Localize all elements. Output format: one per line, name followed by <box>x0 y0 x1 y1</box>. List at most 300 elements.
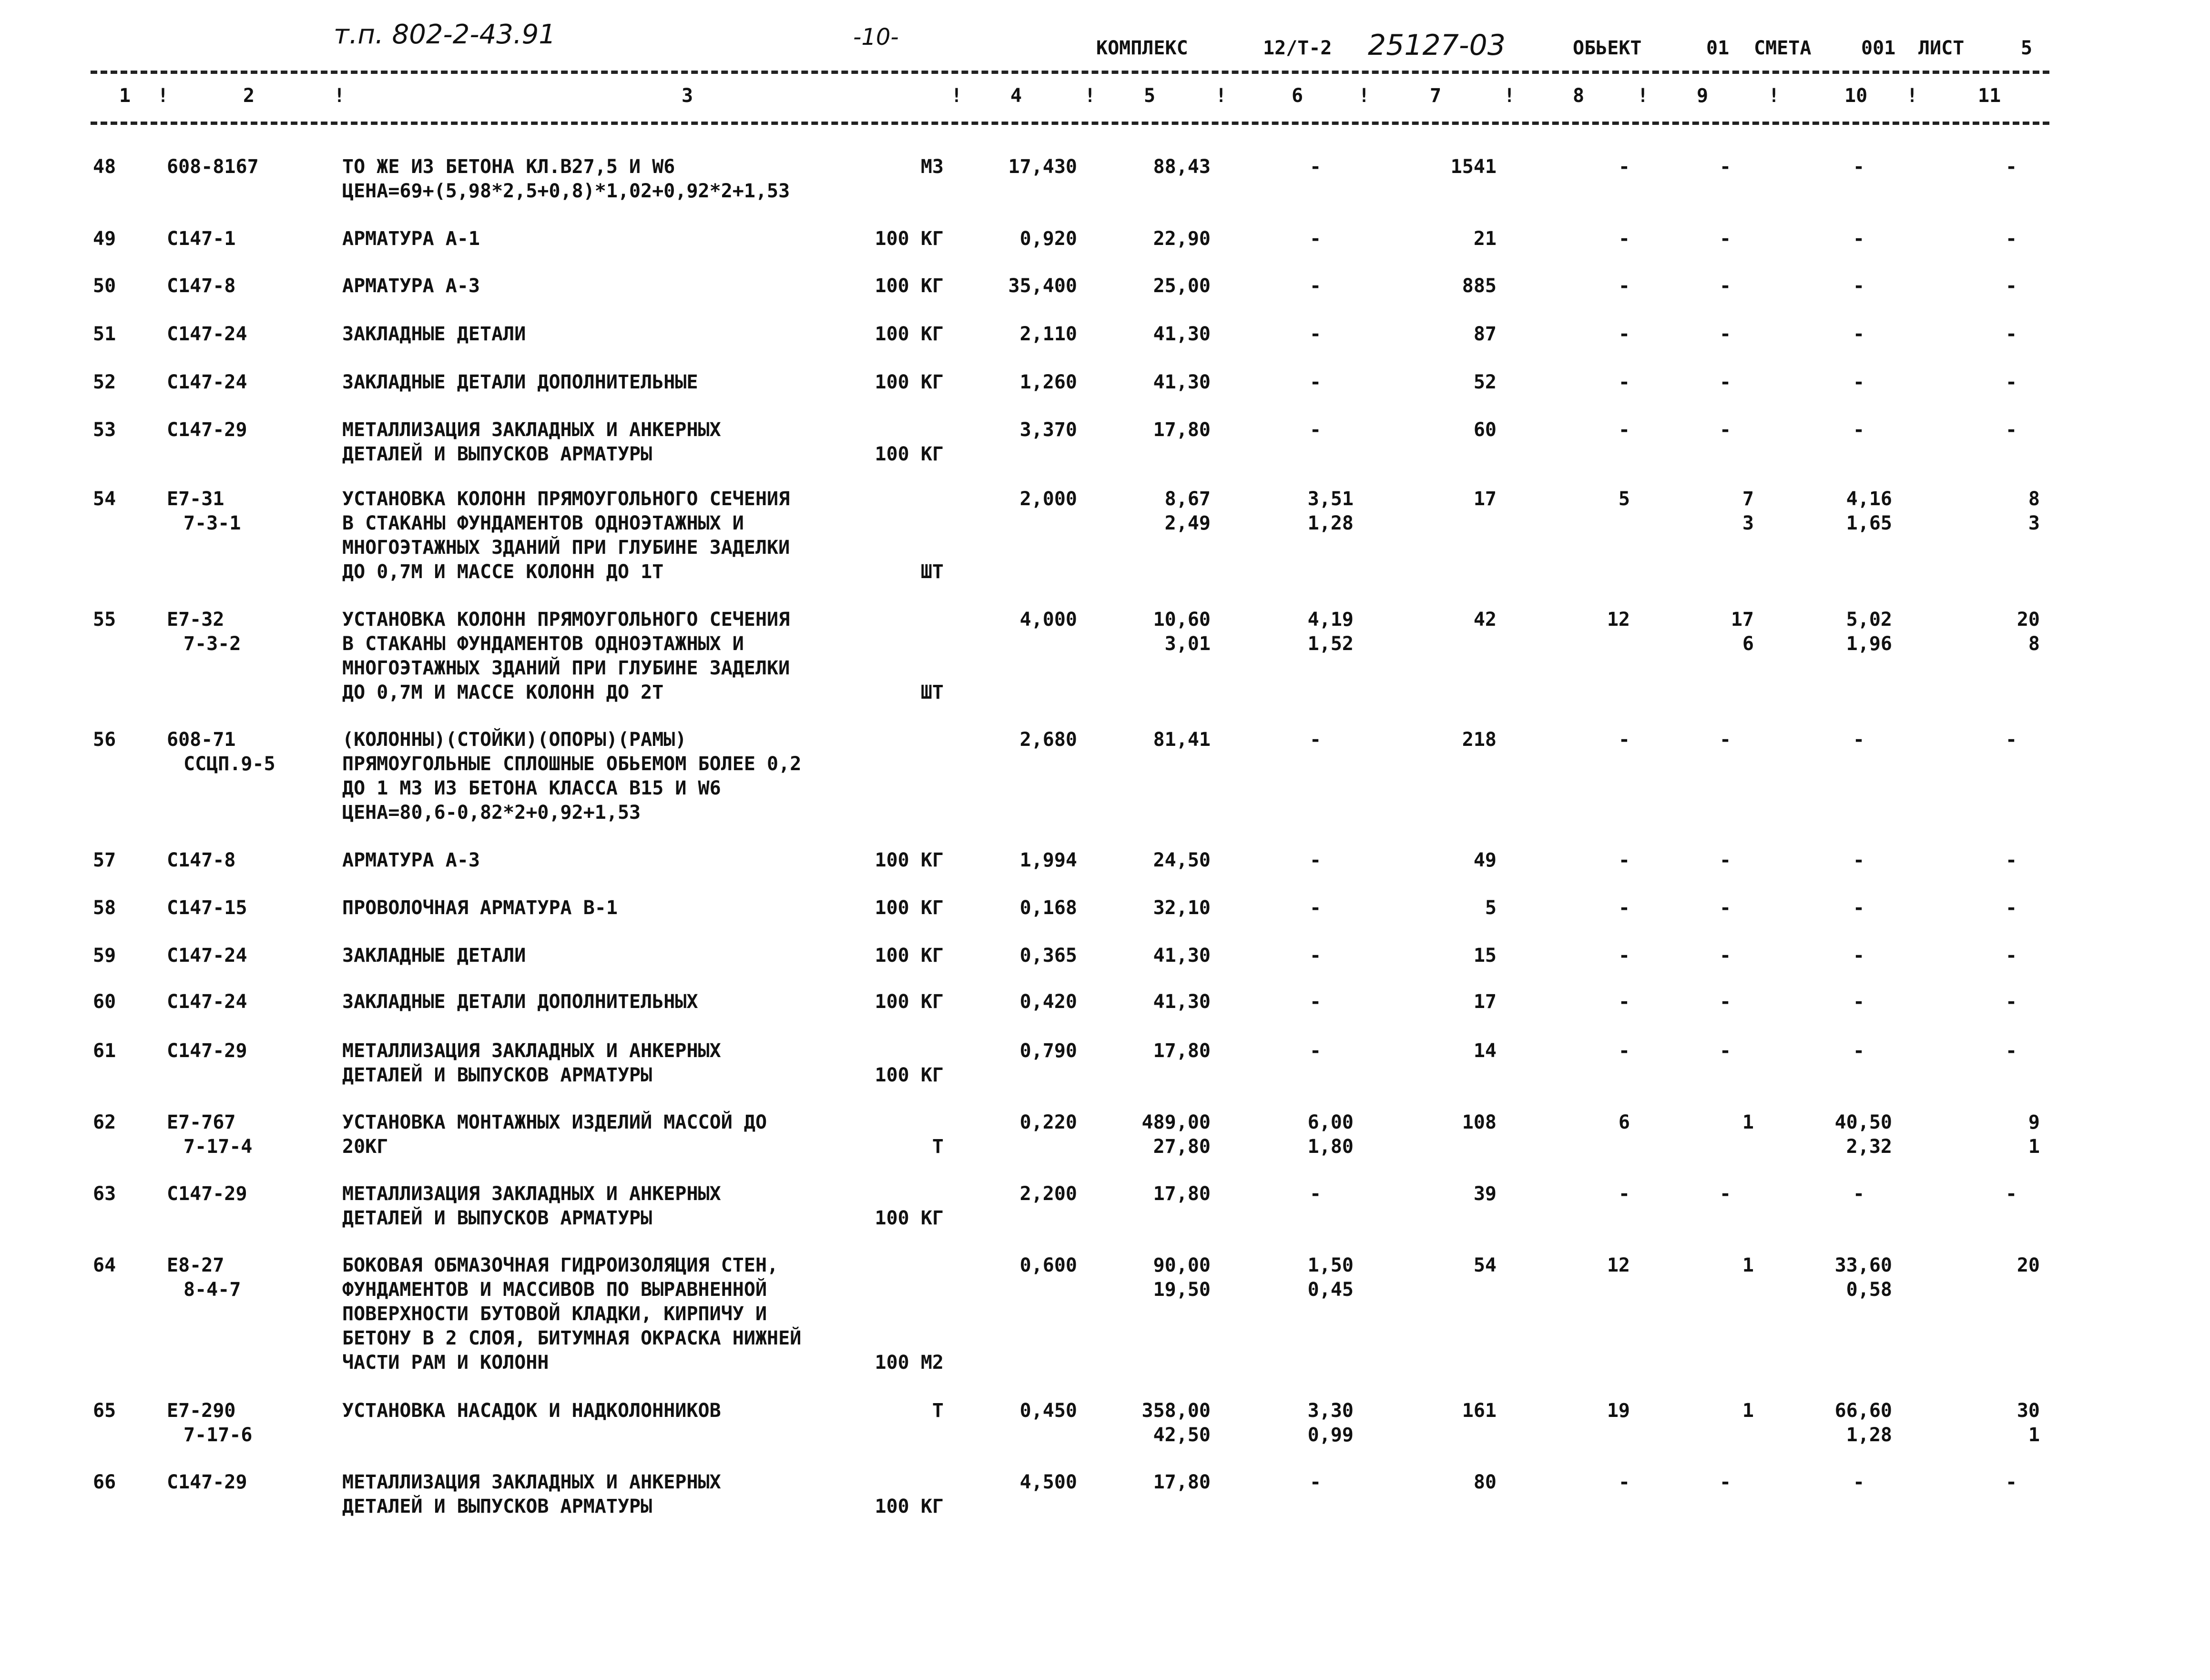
unit-price: 17,80 <box>1153 419 1211 441</box>
column-8-value: - <box>1618 1040 1630 1062</box>
row-number: 52 <box>93 371 116 393</box>
unit: Т <box>932 1400 944 1422</box>
column-11-dash: - <box>2005 371 2017 393</box>
column-6-dash: - <box>1309 228 1322 250</box>
unit: 100 КГ <box>875 849 944 871</box>
unit-price: 24,50 <box>1153 849 1211 871</box>
column-9-dash: - <box>1719 419 1731 441</box>
quantity: 0,420 <box>1019 991 1077 1013</box>
work-description: 20КГ <box>342 1136 388 1158</box>
column-6-value: 6,00 <box>1307 1111 1354 1133</box>
column-10-dash: - <box>1853 1183 1865 1205</box>
column-10-dash: - <box>1853 156 1865 178</box>
column-number: 9 <box>1697 85 1709 107</box>
column-11-dash: - <box>2005 228 2017 250</box>
work-description: ПОВЕРХНОСТИ БУТОВОЙ КЛАДКИ, КИРПИЧУ И <box>342 1303 767 1325</box>
total-cost: 54 <box>1473 1254 1497 1276</box>
total-cost: 52 <box>1473 371 1497 393</box>
row-number: 58 <box>93 897 116 919</box>
quantity: 17,430 <box>1008 156 1077 178</box>
row-number: 56 <box>93 729 116 751</box>
column-6-dash: - <box>1309 156 1322 178</box>
unit: 100 КГ <box>875 443 944 465</box>
column-separator: ! <box>951 85 963 107</box>
column-10-dash: - <box>1853 1040 1865 1062</box>
unit-price: 41,30 <box>1153 945 1211 967</box>
rate-code: Е7-290 <box>167 1400 236 1422</box>
unit-price: 17,80 <box>1153 1183 1211 1205</box>
work-description: УСТАНОВКА НАСАДОК И НАДКОЛОННИКОВ <box>342 1400 721 1422</box>
column-6-dash: - <box>1309 729 1322 751</box>
column-separator: ! <box>1504 85 1516 107</box>
quantity: 0,450 <box>1019 1400 1077 1422</box>
column-10-dash: - <box>1853 729 1865 751</box>
row-number: 48 <box>93 156 116 178</box>
unit-price: 81,41 <box>1153 729 1211 751</box>
quantity: 0,168 <box>1019 897 1077 919</box>
column-9-dash: - <box>1719 1040 1731 1062</box>
column-11-value: 20 <box>2016 1254 2040 1276</box>
column-number: 7 <box>1430 85 1442 107</box>
top-rule <box>91 71 2049 74</box>
work-description: АРМАТУРА А-3 <box>342 275 480 297</box>
total-cost: 1541 <box>1450 156 1497 178</box>
work-description: ФУНДАМЕНТОВ И МАССИВОВ ПО ВЫРАВНЕННОЙ <box>342 1279 767 1301</box>
column-9-value: 1 <box>1742 1111 1754 1133</box>
unit-price: 32,10 <box>1153 897 1211 919</box>
project-code-handwritten: т.п. 802-2-43.91 <box>334 19 556 50</box>
column-6-value: 0,45 <box>1307 1279 1354 1301</box>
rate-code: 8-4-7 <box>183 1279 241 1301</box>
unit: 100 КГ <box>875 228 944 250</box>
object-number: 01 <box>1706 37 1730 59</box>
work-description: ДО 1 М3 ИЗ БЕТОНА КЛАССА В15 И W6 <box>342 777 721 799</box>
unit-price: 358,00 <box>1141 1400 1211 1422</box>
sheet-label: ЛИСТ <box>1918 37 1965 59</box>
column-6-dash: - <box>1309 323 1322 345</box>
column-11-dash: - <box>2005 1183 2017 1205</box>
column-9-dash: - <box>1719 228 1731 250</box>
row-number: 65 <box>93 1400 116 1422</box>
column-9-dash: - <box>1719 371 1731 393</box>
rate-code: С147-29 <box>167 419 247 441</box>
rate-code: 608-71 <box>167 729 236 751</box>
column-6-dash: - <box>1309 275 1322 297</box>
unit: ШТ <box>920 561 944 583</box>
column-11-value: 20 <box>2016 609 2040 631</box>
quantity: 0,600 <box>1019 1254 1077 1276</box>
row-number: 60 <box>93 991 116 1013</box>
column-number: 1 <box>119 85 131 107</box>
column-8-value: 6 <box>1618 1111 1630 1133</box>
column-separator: ! <box>1084 85 1096 107</box>
unit-price: 41,30 <box>1153 991 1211 1013</box>
column-number: 6 <box>1292 85 1304 107</box>
unit: 100 КГ <box>875 1064 944 1086</box>
total-cost: 15 <box>1473 945 1497 967</box>
row-number: 50 <box>93 275 116 297</box>
work-description: В СТАКАНЫ ФУНДАМЕНТОВ ОДНОЭТАЖНЫХ И <box>342 633 744 655</box>
column-separator: ! <box>1637 85 1649 107</box>
column-11-value: 1 <box>2028 1424 2040 1446</box>
column-6-dash: - <box>1309 1183 1322 1205</box>
rate-code: С147-29 <box>167 1471 247 1493</box>
column-11-dash: - <box>2005 1040 2017 1062</box>
column-10-dash: - <box>1853 228 1865 250</box>
quantity: 2,680 <box>1019 729 1077 751</box>
unit-price: 3,01 <box>1164 633 1211 655</box>
quantity: 3,370 <box>1019 419 1077 441</box>
column-8-value: 12 <box>1607 1254 1630 1276</box>
page-number: -10- <box>853 24 899 51</box>
work-description: МЕТАЛЛИЗАЦИЯ ЗАКЛАДНЫХ И АНКЕРНЫХ <box>342 1183 721 1205</box>
column-11-value: 30 <box>2016 1400 2040 1422</box>
column-10-value: 33,60 <box>1834 1254 1892 1276</box>
unit-price: 2,49 <box>1164 512 1211 534</box>
column-10-dash: - <box>1853 945 1865 967</box>
handwritten-code: 25127-03 <box>1368 29 1506 62</box>
rate-code: С147-24 <box>167 371 247 393</box>
row-number: 61 <box>93 1040 116 1062</box>
column-8-value: - <box>1618 275 1630 297</box>
work-description: ЗАКЛАДНЫЕ ДЕТАЛИ <box>342 945 526 967</box>
unit: 100 КГ <box>875 1496 944 1517</box>
column-9-value: 3 <box>1742 512 1754 534</box>
rate-code: С147-24 <box>167 991 247 1013</box>
quantity: 2,000 <box>1019 488 1077 510</box>
unit-price: 41,30 <box>1153 371 1211 393</box>
work-description: ПРЯМОУГОЛЬНЫЕ СПЛОШНЫЕ ОБЬЕМОМ БОЛЕЕ 0,2 <box>342 753 802 775</box>
work-description: ПРОВОЛОЧНАЯ АРМАТУРА В-1 <box>342 897 618 919</box>
column-8-value: 5 <box>1618 488 1630 510</box>
column-11-dash: - <box>2005 156 2017 178</box>
column-number: 2 <box>243 85 255 107</box>
column-8-value: - <box>1618 897 1630 919</box>
column-6-value: 3,51 <box>1307 488 1354 510</box>
column-8-value: - <box>1618 1471 1630 1493</box>
column-11-dash: - <box>2005 419 2017 441</box>
column-number: 11 <box>1978 85 2001 107</box>
column-6-value: 1,28 <box>1307 512 1354 534</box>
column-8-value: - <box>1618 156 1630 178</box>
total-cost: 17 <box>1473 488 1497 510</box>
row-number: 64 <box>93 1254 116 1276</box>
unit-price: 41,30 <box>1153 323 1211 345</box>
work-description: ЦЕНА=69+(5,98*2,5+0,8)*1,02+0,92*2+1,53 <box>342 180 790 202</box>
column-9-dash: - <box>1719 156 1731 178</box>
unit-price: 25,00 <box>1153 275 1211 297</box>
rate-code: С147-1 <box>167 228 236 250</box>
column-10-value: 66,60 <box>1834 1400 1892 1422</box>
column-8-value: 19 <box>1607 1400 1630 1422</box>
column-6-dash: - <box>1309 991 1322 1013</box>
total-cost: 39 <box>1473 1183 1497 1205</box>
column-11-value: 3 <box>2028 512 2040 534</box>
column-10-dash: - <box>1853 275 1865 297</box>
row-number: 63 <box>93 1183 116 1205</box>
column-10-dash: - <box>1853 323 1865 345</box>
work-description: ДЕТАЛЕЙ И ВЫПУСКОВ АРМАТУРЫ <box>342 1064 652 1086</box>
unit-price: 17,80 <box>1153 1040 1211 1062</box>
unit-price: 10,60 <box>1153 609 1211 631</box>
column-8-value: - <box>1618 945 1630 967</box>
column-9-dash: - <box>1719 1471 1731 1493</box>
column-11-dash: - <box>2005 849 2017 871</box>
header-rule <box>91 122 2049 125</box>
column-9-value: 1 <box>1742 1254 1754 1276</box>
work-description: ДЕТАЛЕЙ И ВЫПУСКОВ АРМАТУРЫ <box>342 1207 652 1229</box>
work-description: БОКОВАЯ ОБМАЗОЧНАЯ ГИДРОИЗОЛЯЦИЯ СТЕН, <box>342 1254 779 1276</box>
rate-code: 608-8167 <box>167 156 259 178</box>
column-number: 3 <box>682 85 693 107</box>
unit: Т <box>932 1136 944 1158</box>
column-separator: ! <box>1768 85 1780 107</box>
column-10-dash: - <box>1853 849 1865 871</box>
total-cost: 218 <box>1462 729 1497 751</box>
quantity: 4,000 <box>1019 609 1077 631</box>
row-number: 49 <box>93 228 116 250</box>
column-separator: ! <box>157 85 169 107</box>
total-cost: 5 <box>1485 897 1497 919</box>
rate-code: Е8-27 <box>167 1254 224 1276</box>
complex-label: КОМПЛЕКС <box>1096 37 1188 59</box>
total-cost: 14 <box>1473 1040 1497 1062</box>
column-9-value: 6 <box>1742 633 1754 655</box>
column-8-value: - <box>1618 849 1630 871</box>
rate-code: ССЦП.9-5 <box>183 753 275 775</box>
estimate-number: 001 <box>1861 37 1896 59</box>
work-description: ЗАКЛАДНЫЕ ДЕТАЛИ ДОПОЛНИТЕЛЬНЫЕ <box>342 371 698 393</box>
work-description: МЕТАЛЛИЗАЦИЯ ЗАКЛАДНЫХ И АНКЕРНЫХ <box>342 1040 721 1062</box>
work-description: ЦЕНА=80,6-0,82*2+0,92+1,53 <box>342 802 641 824</box>
column-10-value: 5,02 <box>1846 609 1892 631</box>
work-description: ЧАСТИ РАМ И КОЛОНН <box>342 1352 549 1374</box>
column-6-value: 4,19 <box>1307 609 1354 631</box>
column-10-dash: - <box>1853 1471 1865 1493</box>
row-number: 59 <box>93 945 116 967</box>
column-10-value: 0,58 <box>1846 1279 1892 1301</box>
column-8-value: - <box>1618 419 1630 441</box>
work-description: МЕТАЛЛИЗАЦИЯ ЗАКЛАДНЫХ И АНКЕРНЫХ <box>342 419 721 441</box>
sheet-number: 5 <box>2021 37 2033 59</box>
column-11-dash: - <box>2005 897 2017 919</box>
unit-price: 22,90 <box>1153 228 1211 250</box>
work-description: ДО 0,7М И МАССЕ КОЛОНН ДО 1Т <box>342 561 664 583</box>
rate-code: С147-29 <box>167 1183 247 1205</box>
row-number: 54 <box>93 488 116 510</box>
column-10-dash: - <box>1853 371 1865 393</box>
work-description: ДО 0,7М И МАССЕ КОЛОНН ДО 2Т <box>342 682 664 703</box>
total-cost: 108 <box>1462 1111 1497 1133</box>
column-10-dash: - <box>1853 419 1865 441</box>
rate-code: 7-17-4 <box>183 1136 253 1158</box>
column-10-value: 4,16 <box>1846 488 1892 510</box>
column-6-dash: - <box>1309 897 1322 919</box>
unit-price: 42,50 <box>1153 1424 1211 1446</box>
quantity: 2,110 <box>1019 323 1077 345</box>
unit-price: 489,00 <box>1141 1111 1211 1133</box>
quantity: 0,220 <box>1019 1111 1077 1133</box>
column-9-dash: - <box>1719 849 1731 871</box>
rate-code: С147-8 <box>167 849 236 871</box>
rate-code: 7-17-6 <box>183 1424 253 1446</box>
column-10-value: 2,32 <box>1846 1136 1892 1158</box>
row-number: 55 <box>93 609 116 631</box>
work-description: МНОГОЭТАЖНЫХ ЗДАНИЙ ПРИ ГЛУБИНЕ ЗАДЕЛКИ <box>342 657 790 679</box>
total-cost: 80 <box>1473 1471 1497 1493</box>
row-number: 57 <box>93 849 116 871</box>
work-description: УСТАНОВКА КОЛОНН ПРЯМОУГОЛЬНОГО СЕЧЕНИЯ <box>342 488 790 510</box>
column-9-dash: - <box>1719 729 1731 751</box>
unit-price: 27,80 <box>1153 1136 1211 1158</box>
rate-code: 7-3-1 <box>183 512 241 534</box>
total-cost: 87 <box>1473 323 1497 345</box>
work-description: УСТАНОВКА КОЛОНН ПРЯМОУГОЛЬНОГО СЕЧЕНИЯ <box>342 609 790 631</box>
column-separator: ! <box>1215 85 1227 107</box>
column-9-value: 17 <box>1731 609 1754 631</box>
complex-code: 12/Т-2 <box>1263 37 1332 59</box>
total-cost: 49 <box>1473 849 1497 871</box>
column-6-dash: - <box>1309 371 1322 393</box>
column-11-dash: - <box>2005 991 2017 1013</box>
column-6-dash: - <box>1309 419 1322 441</box>
column-6-dash: - <box>1309 1040 1322 1062</box>
quantity: 1,260 <box>1019 371 1077 393</box>
column-10-dash: - <box>1853 991 1865 1013</box>
total-cost: 42 <box>1473 609 1497 631</box>
rate-code: С147-29 <box>167 1040 247 1062</box>
unit: 100 КГ <box>875 1207 944 1229</box>
column-11-value: 9 <box>2028 1111 2040 1133</box>
quantity: 2,200 <box>1019 1183 1077 1205</box>
total-cost: 60 <box>1473 419 1497 441</box>
column-11-dash: - <box>2005 323 2017 345</box>
column-10-dash: - <box>1853 897 1865 919</box>
column-11-value: 1 <box>2028 1136 2040 1158</box>
total-cost: 161 <box>1462 1400 1497 1422</box>
unit: М3 <box>920 156 944 178</box>
rate-code: Е7-32 <box>167 609 224 631</box>
rate-code: 7-3-2 <box>183 633 241 655</box>
rate-code: Е7-31 <box>167 488 224 510</box>
rate-code: С147-8 <box>167 275 236 297</box>
quantity: 1,994 <box>1019 849 1077 871</box>
column-11-value: 8 <box>2028 633 2040 655</box>
column-6-dash: - <box>1309 945 1322 967</box>
unit: 100 КГ <box>875 897 944 919</box>
column-6-value: 1,50 <box>1307 1254 1354 1276</box>
column-number: 10 <box>1844 85 1868 107</box>
rate-code: С147-15 <box>167 897 247 919</box>
column-number: 5 <box>1144 85 1156 107</box>
work-description: БЕТОНУ В 2 СЛОЯ, БИТУМНАЯ ОКРАСКА НИЖНЕЙ <box>342 1327 802 1349</box>
column-9-value: 7 <box>1742 488 1754 510</box>
quantity: 0,790 <box>1019 1040 1077 1062</box>
rate-code: С147-24 <box>167 945 247 967</box>
column-6-dash: - <box>1309 849 1322 871</box>
unit-price: 8,67 <box>1164 488 1211 510</box>
unit: 100 КГ <box>875 991 944 1013</box>
total-cost: 885 <box>1462 275 1497 297</box>
unit: 100 КГ <box>875 945 944 967</box>
column-9-dash: - <box>1719 275 1731 297</box>
column-11-dash: - <box>2005 729 2017 751</box>
estimate-label: СМЕТА <box>1754 37 1812 59</box>
rate-code: Е7-767 <box>167 1111 236 1133</box>
column-10-value: 1,96 <box>1846 633 1892 655</box>
column-separator: ! <box>1358 85 1370 107</box>
quantity: 0,365 <box>1019 945 1077 967</box>
rate-code: С147-24 <box>167 323 247 345</box>
column-9-value: 1 <box>1742 1400 1754 1422</box>
work-description: УСТАНОВКА МОНТАЖНЫХ ИЗДЕЛИЙ МАССОЙ ДО <box>342 1111 767 1133</box>
column-8-value: - <box>1618 323 1630 345</box>
work-description: АРМАТУРА А-1 <box>342 228 480 250</box>
quantity: 4,500 <box>1019 1471 1077 1493</box>
work-description: МЕТАЛЛИЗАЦИЯ ЗАКЛАДНЫХ И АНКЕРНЫХ <box>342 1471 721 1493</box>
work-description: ЗАКЛАДНЫЕ ДЕТАЛИ ДОПОЛНИТЕЛЬНЫХ <box>342 991 698 1013</box>
object-label: ОБЬЕКТ <box>1573 37 1642 59</box>
column-9-dash: - <box>1719 1183 1731 1205</box>
column-9-dash: - <box>1719 991 1731 1013</box>
unit-price: 17,80 <box>1153 1471 1211 1493</box>
quantity: 35,400 <box>1008 275 1077 297</box>
row-number: 53 <box>93 419 116 441</box>
column-number: 8 <box>1573 85 1585 107</box>
work-description: МНОГОЭТАЖНЫХ ЗДАНИЙ ПРИ ГЛУБИНЕ ЗАДЕЛКИ <box>342 537 790 559</box>
column-11-value: 8 <box>2028 488 2040 510</box>
column-8-value: - <box>1618 729 1630 751</box>
quantity: 0,920 <box>1019 228 1077 250</box>
unit-price: 88,43 <box>1153 156 1211 178</box>
column-8-value: - <box>1618 228 1630 250</box>
column-11-dash: - <box>2005 1471 2017 1493</box>
work-description: (КОЛОННЫ)(СТОЙКИ)(ОПОРЫ)(РАМЫ) <box>342 729 687 751</box>
work-description: ТО ЖЕ ИЗ БЕТОНА КЛ.В27,5 И W6 <box>342 156 675 178</box>
column-9-dash: - <box>1719 897 1731 919</box>
unit-price: 19,50 <box>1153 1279 1211 1301</box>
column-6-value: 3,30 <box>1307 1400 1354 1422</box>
column-separator: ! <box>1906 85 1918 107</box>
row-number: 51 <box>93 323 116 345</box>
column-10-value: 1,28 <box>1846 1424 1892 1446</box>
total-cost: 17 <box>1473 991 1497 1013</box>
column-6-dash: - <box>1309 1471 1322 1493</box>
column-8-value: 12 <box>1607 609 1630 631</box>
column-11-dash: - <box>2005 275 2017 297</box>
column-10-value: 1,65 <box>1846 512 1892 534</box>
column-6-value: 0,99 <box>1307 1424 1354 1446</box>
work-description: В СТАКАНЫ ФУНДАМЕНТОВ ОДНОЭТАЖНЫХ И <box>342 512 744 534</box>
unit: ШТ <box>920 682 944 703</box>
work-description: АРМАТУРА А-3 <box>342 849 480 871</box>
column-8-value: - <box>1618 1183 1630 1205</box>
row-number: 62 <box>93 1111 116 1133</box>
column-6-value: 1,80 <box>1307 1136 1354 1158</box>
column-8-value: - <box>1618 371 1630 393</box>
unit: 100 КГ <box>875 275 944 297</box>
column-10-value: 40,50 <box>1834 1111 1892 1133</box>
column-6-value: 1,52 <box>1307 633 1354 655</box>
unit: 100 КГ <box>875 371 944 393</box>
unit-price: 90,00 <box>1153 1254 1211 1276</box>
column-separator: ! <box>334 85 346 107</box>
unit: 100 М2 <box>875 1352 944 1374</box>
work-description: ДЕТАЛЕЙ И ВЫПУСКОВ АРМАТУРЫ <box>342 1496 652 1517</box>
column-11-dash: - <box>2005 945 2017 967</box>
column-8-value: - <box>1618 991 1630 1013</box>
work-description: ДЕТАЛЕЙ И ВЫПУСКОВ АРМАТУРЫ <box>342 443 652 465</box>
